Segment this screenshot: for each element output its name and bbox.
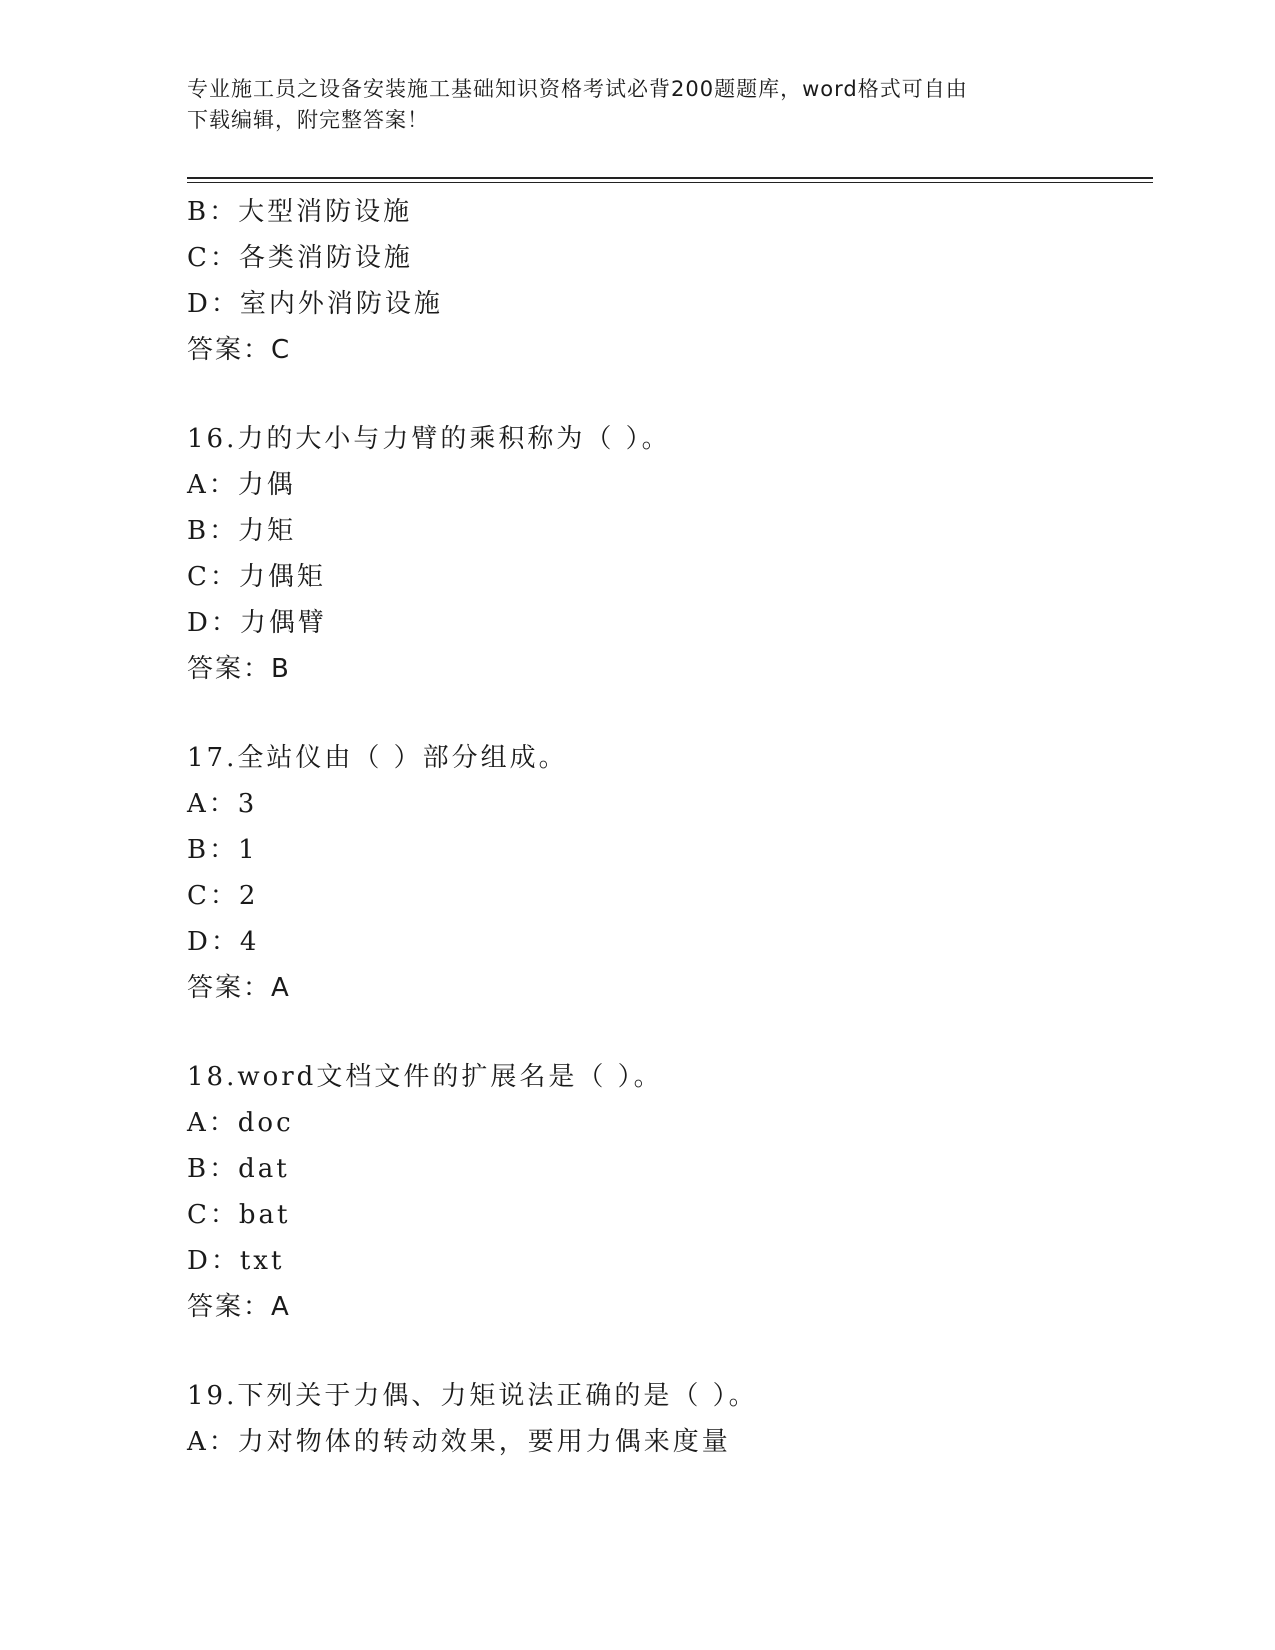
option-a: A：力对物体的转动效果，要用力偶来度量 xyxy=(187,1427,731,1457)
question-text: 18.word文档文件的扩展名是（ ）。 xyxy=(187,1062,663,1092)
document-header xyxy=(187,74,1087,136)
option-a: A：doc xyxy=(187,1108,294,1138)
option-a: A：3 xyxy=(187,789,258,819)
header-line-2: 下载编辑，附完整答案！ xyxy=(187,108,429,132)
header-line-1: 专业施工员之设备安装施工基础知识资格考试必背200题题库，word格式可自由 xyxy=(187,77,968,101)
option-b: B：大型消防设施 xyxy=(187,197,413,227)
option-c: C：bat xyxy=(187,1200,291,1230)
question-text: 19.下列关于力偶、力矩说法正确的是（ ）。 xyxy=(187,1381,758,1411)
header-divider-thin xyxy=(187,182,1153,183)
option-d: D：室内外消防设施 xyxy=(187,289,443,319)
question-19 xyxy=(187,1373,1147,1465)
question-text: 16.力的大小与力臂的乘积称为（ ）。 xyxy=(187,424,671,454)
header-divider-thick xyxy=(187,177,1153,179)
answer: 答案：C xyxy=(187,335,292,365)
option-b: B：dat xyxy=(187,1154,290,1184)
option-b: B：力矩 xyxy=(187,516,297,546)
question-16 xyxy=(187,416,1147,692)
question-18 xyxy=(187,1054,1147,1330)
question-17 xyxy=(187,735,1147,1011)
option-c: C：各类消防设施 xyxy=(187,243,413,273)
option-c: C：力偶矩 xyxy=(187,562,326,592)
question-text: 17.全站仪由（ ）部分组成。 xyxy=(187,743,568,773)
option-b: B：1 xyxy=(187,835,258,865)
answer: 答案：B xyxy=(187,654,291,684)
question-list xyxy=(187,189,1147,1465)
answer: 答案：A xyxy=(187,1292,291,1322)
option-c: C：2 xyxy=(187,881,259,911)
question-15 xyxy=(187,189,1147,373)
option-d: D：txt xyxy=(187,1246,285,1276)
answer: 答案：A xyxy=(187,973,291,1003)
option-d: D：4 xyxy=(187,927,260,957)
option-d: D：力偶臂 xyxy=(187,608,327,638)
option-a: A：力偶 xyxy=(187,470,296,500)
